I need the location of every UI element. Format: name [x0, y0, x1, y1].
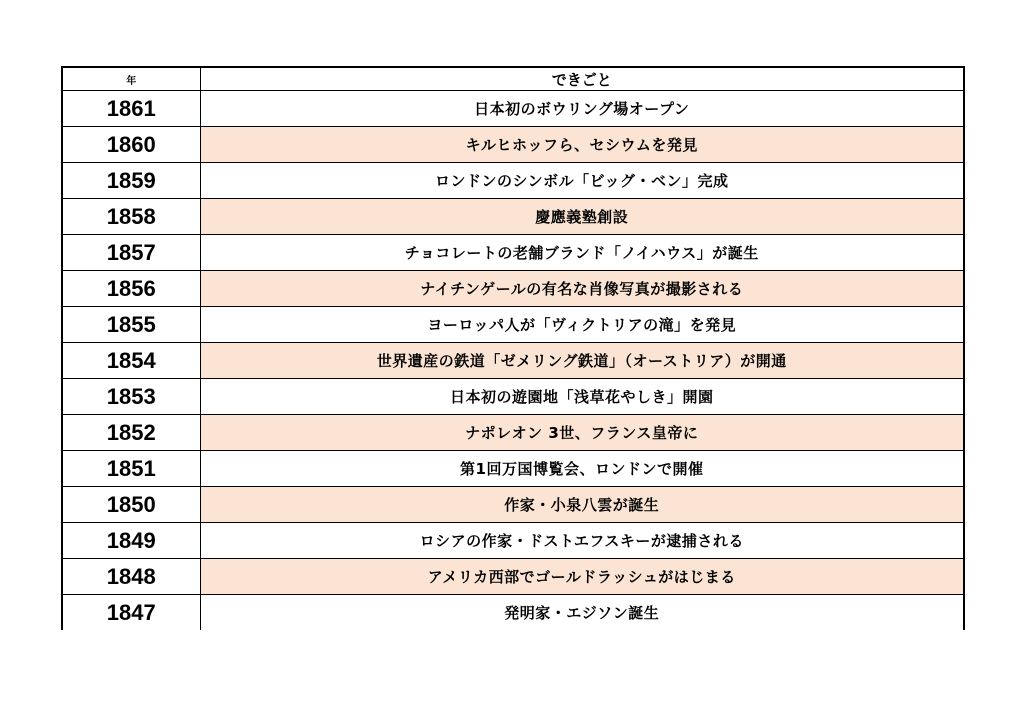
header-row: [62, 67, 964, 91]
year-cell: 1861: [62, 91, 200, 127]
event-cell: キルヒホッフら、セシウムを発見: [200, 127, 964, 163]
timeline-table: [61, 66, 965, 630]
table-row: [62, 343, 964, 379]
table-header: [62, 67, 964, 91]
table-row: [62, 523, 964, 559]
table-row: [62, 595, 964, 631]
year-cell: 1854: [62, 343, 200, 379]
table-row: [62, 451, 964, 487]
year-cell: 1857: [62, 235, 200, 271]
event-cell: ロンドンのシンボル「ビッグ・ベン」完成: [200, 163, 964, 199]
year-cell: 1859: [62, 163, 200, 199]
table-row: [62, 127, 964, 163]
event-cell: 日本初の遊園地「浅草花やしき」開園: [200, 379, 964, 415]
year-cell: 1858: [62, 199, 200, 235]
table-body: [62, 91, 964, 631]
event-cell: ロシアの作家・ドストエフスキーが逮捕される: [200, 523, 964, 559]
event-cell: 日本初のボウリング場オープン: [200, 91, 964, 127]
year-cell: 1849: [62, 523, 200, 559]
event-cell: 慶應義塾創設: [200, 199, 964, 235]
year-cell: 1850: [62, 487, 200, 523]
year-cell: 1848: [62, 559, 200, 595]
event-cell: ナポレオン 3世、フランス皇帝に: [200, 415, 964, 451]
year-cell: 1852: [62, 415, 200, 451]
year-cell: 1856: [62, 271, 200, 307]
table-row: [62, 559, 964, 595]
event-cell: 世界遺産の鉄道「ゼメリング鉄道」（オーストリア）が開通: [200, 343, 964, 379]
table-row: [62, 487, 964, 523]
table-row: [62, 235, 964, 271]
event-cell: ヨーロッパ人が「ヴィクトリアの滝」を発見: [200, 307, 964, 343]
table-row: [62, 163, 964, 199]
event-cell: チョコレートの老舗ブランド「ノイハウス」が誕生: [200, 235, 964, 271]
table-row: [62, 415, 964, 451]
table-row: [62, 379, 964, 415]
year-cell: 1860: [62, 127, 200, 163]
year-cell: 1851: [62, 451, 200, 487]
event-cell: 作家・小泉八雲が誕生: [200, 487, 964, 523]
year-cell: 1855: [62, 307, 200, 343]
event-cell: 第1回万国博覧会、ロンドンで開催: [200, 451, 964, 487]
year-cell: 1853: [62, 379, 200, 415]
table-row: [62, 271, 964, 307]
table-row: [62, 307, 964, 343]
year-cell: 1847: [62, 595, 200, 631]
timeline-sheet: [61, 66, 963, 630]
year-column-header: 年: [62, 67, 200, 91]
event-column-header: できごと: [200, 67, 964, 91]
table-row: [62, 199, 964, 235]
event-cell: アメリカ西部でゴールドラッシュがはじまる: [200, 559, 964, 595]
table-row: [62, 91, 964, 127]
event-cell: ナイチンゲールの有名な肖像写真が撮影される: [200, 271, 964, 307]
event-cell: 発明家・エジソン誕生: [200, 595, 964, 631]
